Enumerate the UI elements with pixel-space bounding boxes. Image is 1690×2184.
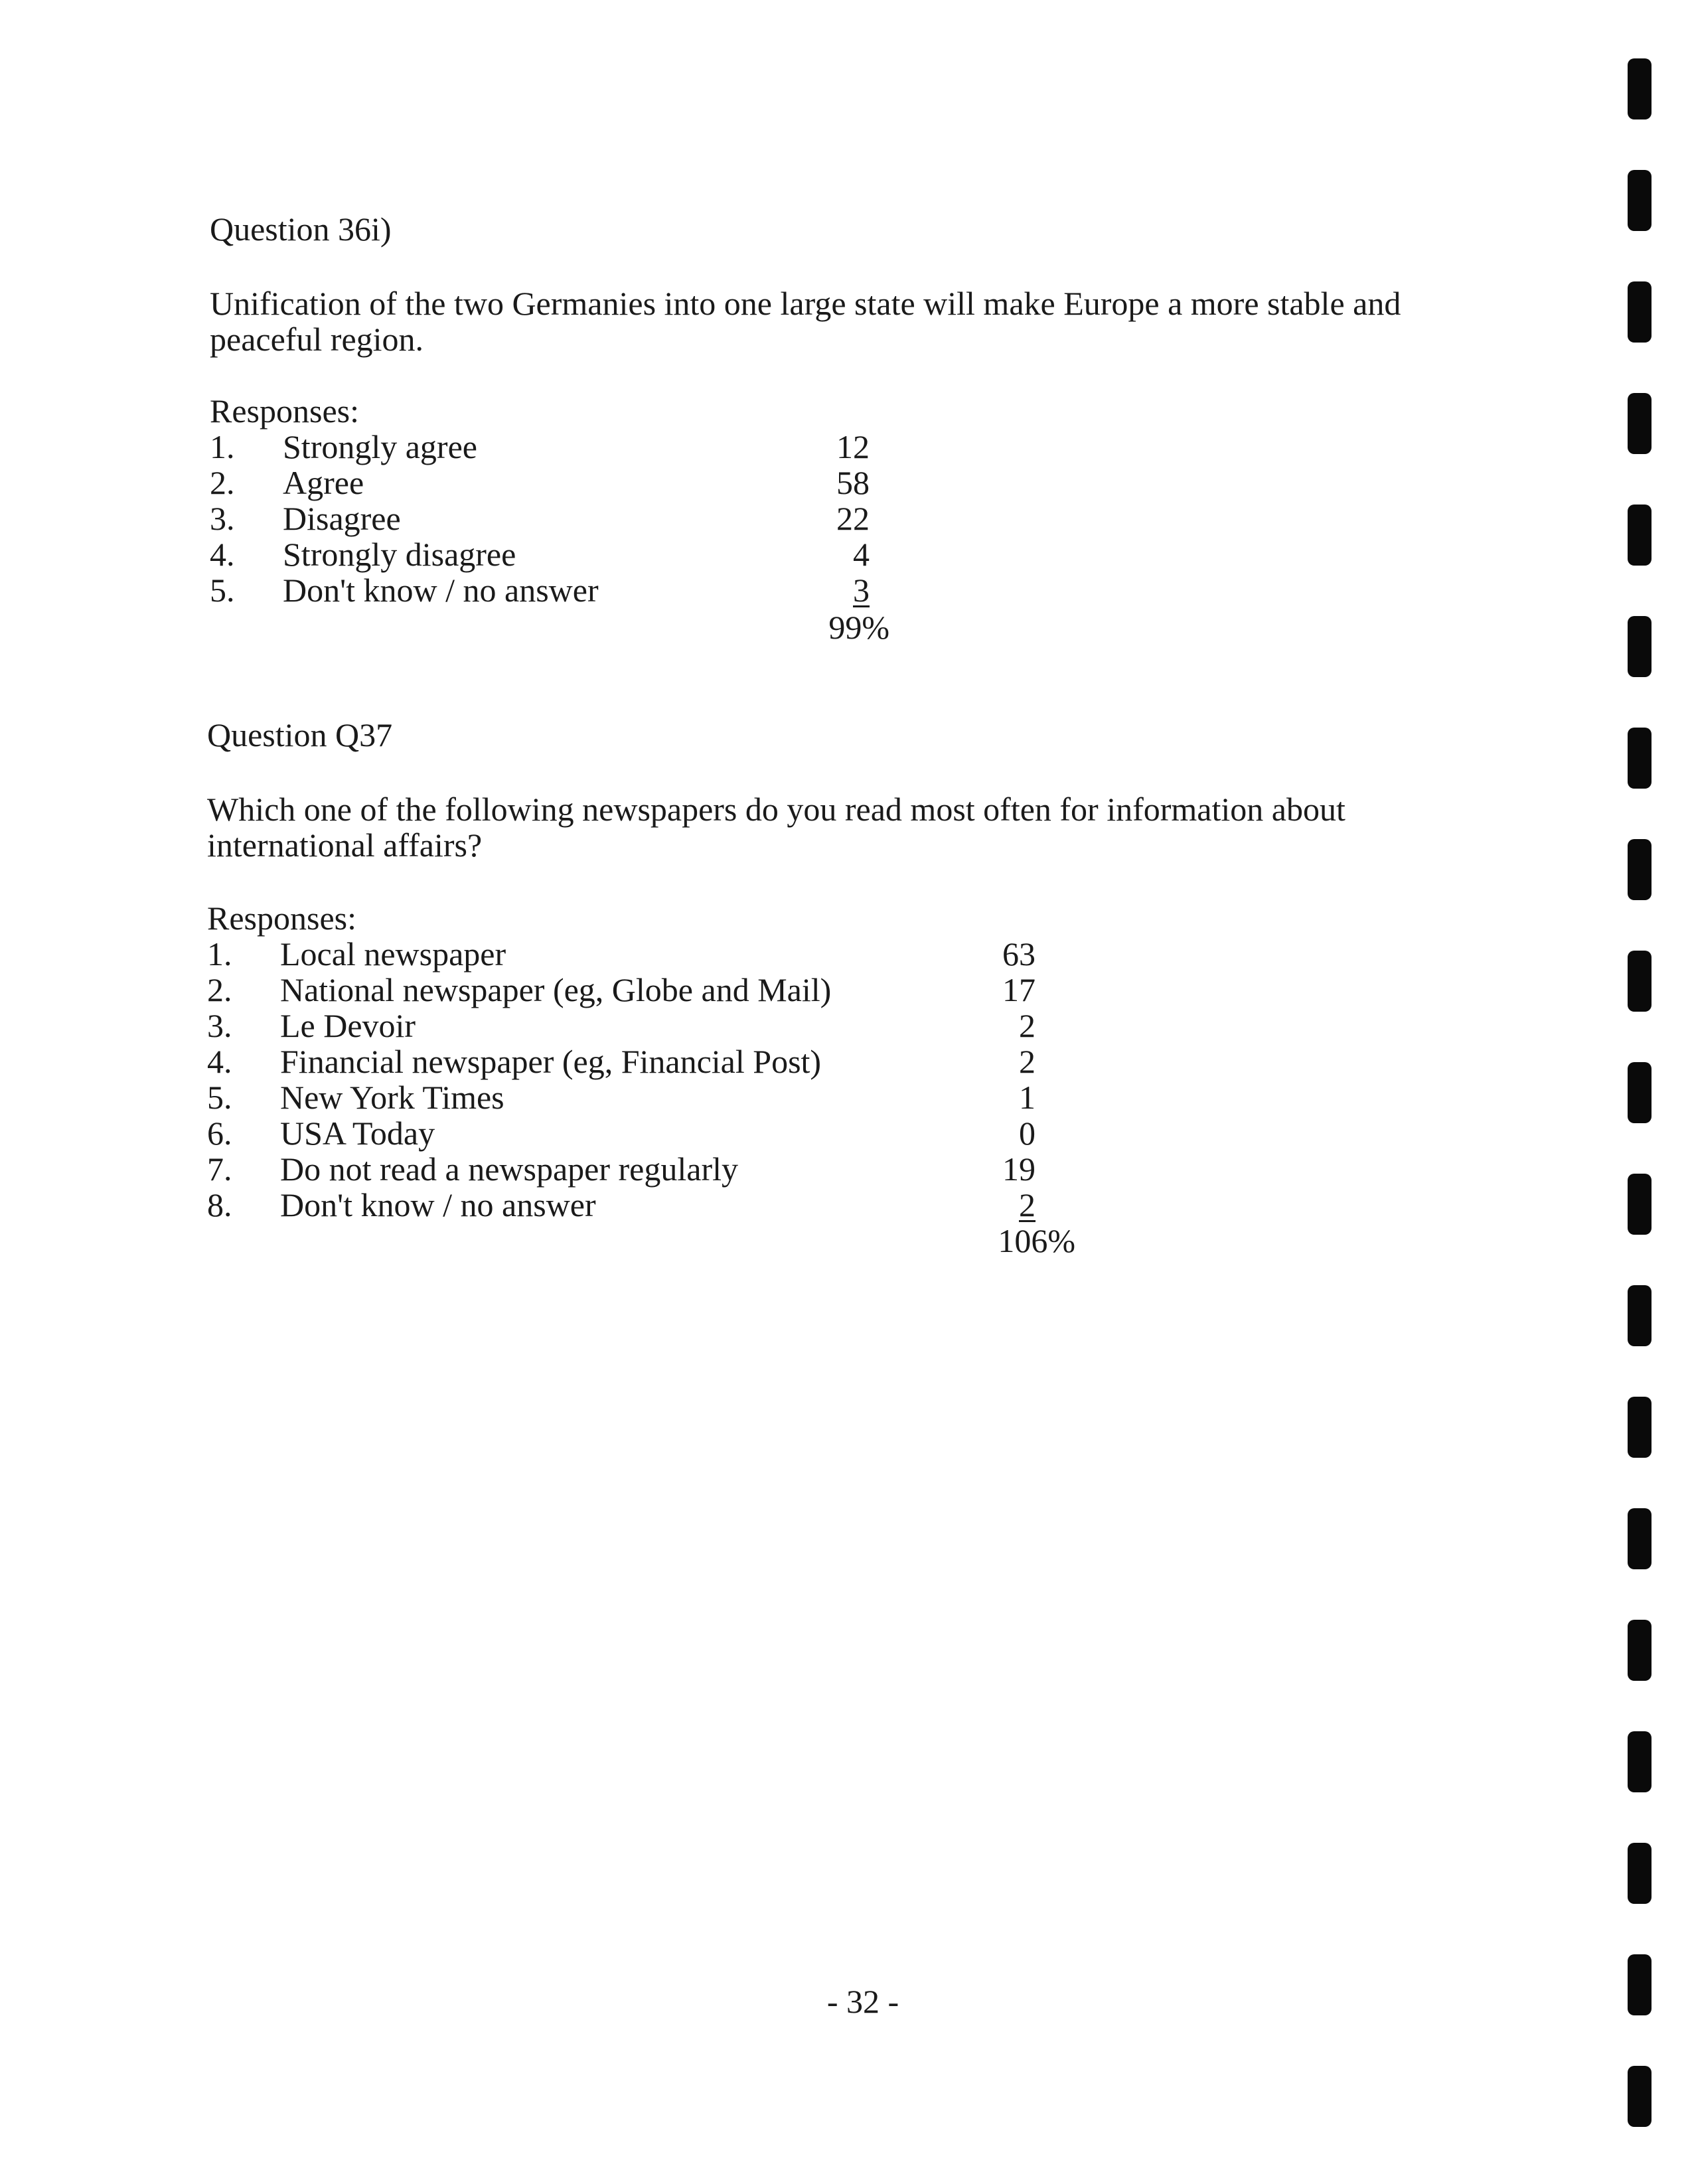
binding-hole [1628, 728, 1652, 789]
page-number: - 32 - [826, 1983, 899, 2020]
item-number: 1. [207, 935, 232, 973]
item-value: 19 [1002, 1150, 1036, 1188]
item-number: 5. [210, 572, 235, 609]
binding-hole [1628, 281, 1652, 343]
item-value: 58 [836, 464, 870, 501]
item-value: 0 [1019, 1115, 1036, 1152]
item-number: 1. [210, 428, 235, 465]
item-label: Strongly agree [283, 428, 477, 465]
q36-total: 99% [828, 609, 889, 646]
binding-holes [1620, 0, 1659, 2184]
item-number: 3. [210, 500, 235, 537]
q37-statement: Which one of the following newspapers do you read most often for information about international affairs? [207, 791, 1345, 864]
q36-responses-label: Responses: [210, 392, 359, 429]
item-value: 2 [1019, 1043, 1036, 1080]
binding-hole [1628, 170, 1652, 231]
item-label: Local newspaper [280, 935, 506, 973]
binding-hole [1628, 1397, 1652, 1458]
item-value: 3 [853, 572, 870, 609]
item-value: 2 [1019, 1007, 1036, 1044]
item-number: 6. [207, 1115, 232, 1152]
binding-hole [1628, 1062, 1652, 1123]
item-number: 2. [207, 971, 232, 1008]
item-label: Don't know / no answer [283, 572, 599, 609]
item-label: Financial newspaper (eg, Financial Post) [280, 1043, 822, 1080]
binding-hole [1628, 1174, 1652, 1235]
binding-hole [1628, 616, 1652, 677]
q37-responses-label: Responses: [207, 899, 356, 937]
item-value: 63 [1002, 935, 1036, 973]
item-number: 4. [210, 536, 235, 573]
item-value: 17 [1002, 971, 1036, 1008]
item-value: 1 [1019, 1079, 1036, 1116]
item-label: Strongly disagree [283, 536, 516, 573]
item-label: Don't know / no answer [280, 1186, 596, 1223]
binding-hole [1628, 393, 1652, 454]
binding-hole [1628, 2066, 1652, 2127]
binding-hole [1628, 505, 1652, 566]
item-value: 12 [836, 428, 870, 465]
item-value: 2 [1019, 1186, 1036, 1223]
binding-hole [1628, 1731, 1652, 1792]
item-label: Do not read a newspaper regularly [280, 1150, 738, 1188]
binding-hole [1628, 951, 1652, 1012]
item-label: Le Devoir [280, 1007, 416, 1044]
q37-total: 106% [998, 1222, 1075, 1259]
item-number: 3. [207, 1007, 232, 1044]
item-label: Agree [283, 464, 364, 501]
item-label: National newspaper (eg, Globe and Mail) [280, 971, 832, 1008]
item-value: 4 [853, 536, 870, 573]
binding-hole [1628, 58, 1652, 119]
item-label: Disagree [283, 500, 401, 537]
item-label: New York Times [280, 1079, 504, 1116]
item-number: 7. [207, 1150, 232, 1188]
item-label: USA Today [280, 1115, 435, 1152]
binding-hole [1628, 839, 1652, 900]
item-number: 8. [207, 1186, 232, 1223]
binding-hole [1628, 1843, 1652, 1904]
binding-hole [1628, 1508, 1652, 1569]
item-number: 5. [207, 1079, 232, 1116]
q36-statement: Unification of the two Germanies into one large state will make Europe a more stable and peaceful region. [210, 285, 1401, 358]
item-value: 22 [836, 500, 870, 537]
binding-hole [1628, 1620, 1652, 1681]
binding-hole [1628, 1954, 1652, 2015]
item-number: 4. [207, 1043, 232, 1080]
q37-heading: Question Q37 [207, 716, 393, 753]
q36-heading: Question 36i) [210, 210, 392, 248]
binding-hole [1628, 1285, 1652, 1346]
item-number: 2. [210, 464, 235, 501]
